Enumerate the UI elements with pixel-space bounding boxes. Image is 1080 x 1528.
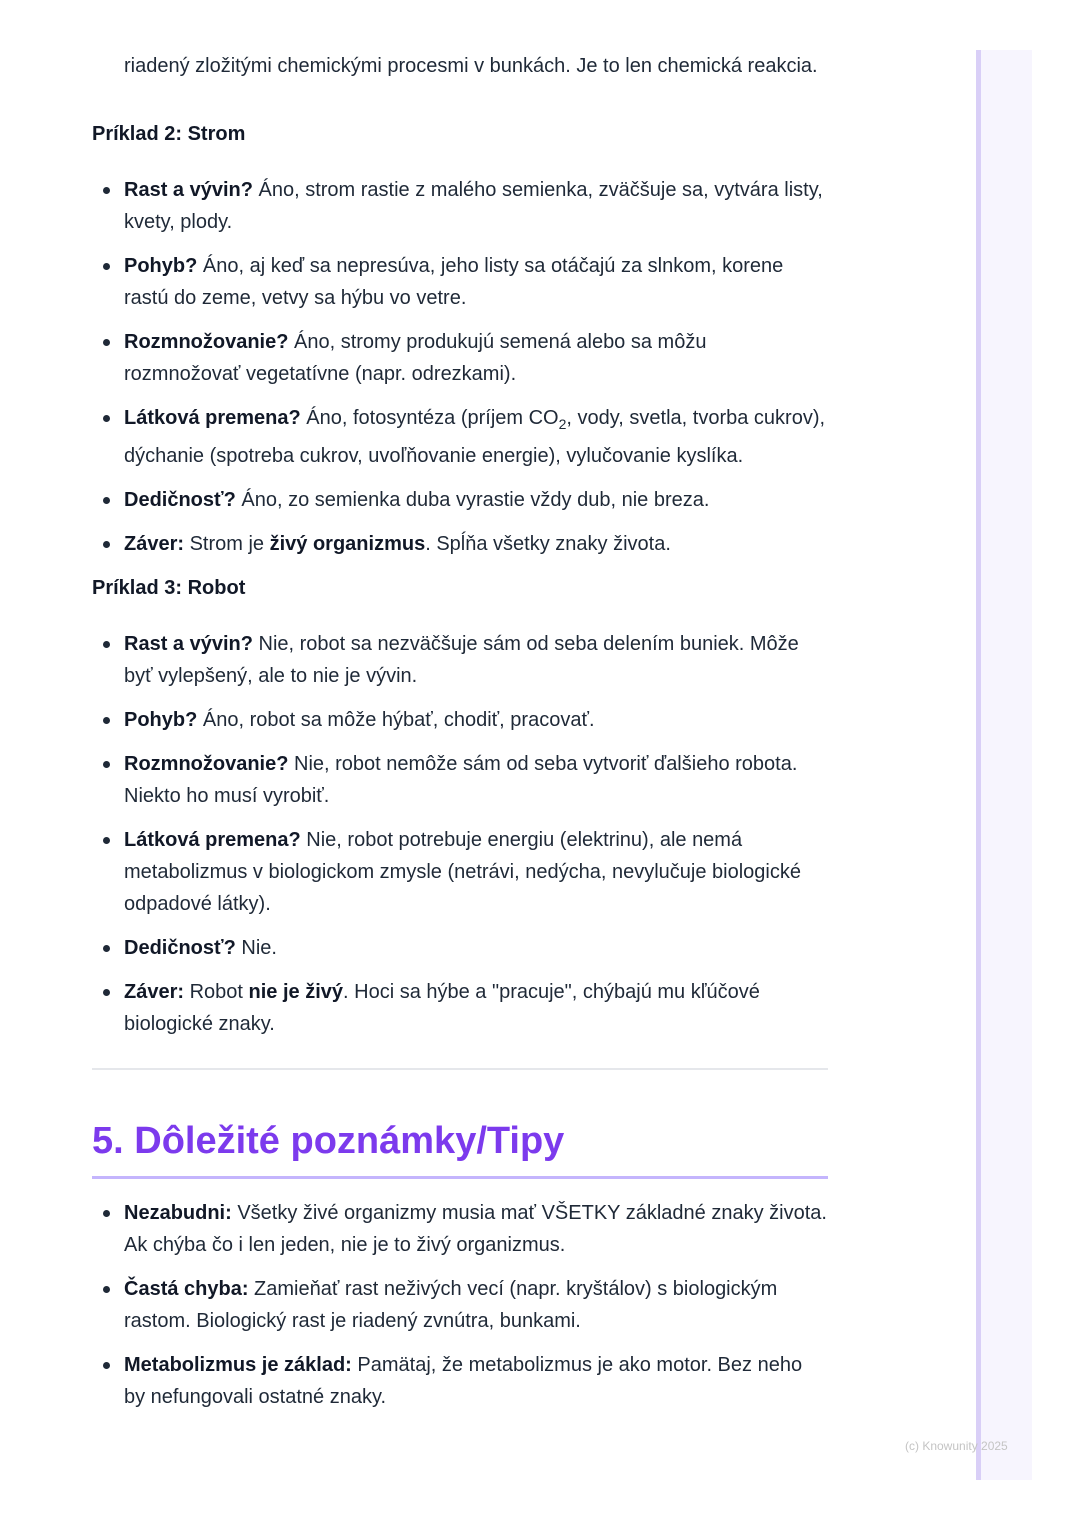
list-item: Pohyb? Áno, aj keď sa nepresúva, jeho listy sa otáčajú za slnkom, korene rastú do zeme, vetvy sa hýbu vo vetre. [92, 250, 828, 314]
example-2-list [92, 174, 828, 560]
list-item: Častá chyba: Zamieňať rast neživých vecí (napr. kryštálov) s biologickým rastom. Biologický rast je riadený zvnútra, bunkami. [92, 1273, 828, 1337]
sidebar-accent-line [976, 50, 981, 1480]
section-5-title: 5. Dôležité poznámky/Tipy [92, 1116, 828, 1179]
list-item: Dedičnosť? Áno, zo semienka duba vyrastie vždy dub, nie breza. [92, 484, 828, 516]
sidebar-panel [976, 50, 1032, 1480]
example-2-heading: Príklad 2: Strom [92, 123, 246, 145]
list-item: Látková premena? Áno, fotosyntéza (príjem $CO_2$, vody, svetla, tvorba cukrov), dýchanie (spotreba cukrov, uvoľňovanie energie), vylučovanie kyslíka. [92, 402, 828, 472]
list-item: Nezabudni: Všetky živé organizmy musia mať VŠETKY základné znaky života. Ak chýba čo i len jeden, nie je to živý organizmus. [92, 1197, 828, 1261]
footer-copyright: (c) Knowunity 2025 [905, 1439, 1008, 1453]
list-item: Rast a vývin? Nie, robot sa nezväčšuje sám od seba delením buniek. Môže byť vylepšený, ale to nie je vývin. [92, 628, 828, 692]
example-3-list [92, 628, 828, 1040]
list-item: Rozmnožovanie? Nie, robot nemôže sám od seba vytvoriť ďalšieho robota. Niekto ho musí vyrobiť. [92, 748, 828, 812]
list-item: Rozmnožovanie? Áno, stromy produkujú semená alebo sa môžu rozmnožovať vegetatívne (napr. odrezkami). [92, 326, 828, 390]
section-5-list [92, 1197, 828, 1413]
list-item: Dedičnosť? Nie. [92, 932, 828, 964]
example-3-heading: Príklad 3: Robot [92, 577, 246, 599]
list-item: Záver: Robot nie je živý. Hoci sa hýbe a "pracuje", chýbajú mu kľúčové biologické znaky. [92, 976, 828, 1040]
section-divider [92, 1068, 828, 1070]
intro-continuation: riadený zložitými chemickými procesmi v bunkách. Je to len chemická reakcia. [124, 55, 818, 77]
list-item: Záver: Strom je živý organizmus. Spĺňa všetky znaky života. [92, 528, 828, 560]
list-item: Pohyb? Áno, robot sa môže hýbať, chodiť, pracovať. [92, 704, 828, 736]
list-item: Látková premena? Nie, robot potrebuje energiu (elektrinu), ale nemá metabolizmus v biologickom zmysle (netrávi, nedýcha, nevylučuje biologické odpadové látky). [92, 824, 828, 920]
content [92, 50, 828, 1425]
list-item: Metabolizmus je základ: Pamätaj, že metabolizmus je ako motor. Bez neho by nefungovali ostatné znaky. [92, 1349, 828, 1413]
list-item: Rast a vývin? Áno, strom rastie z malého semienka, zväčšuje sa, vytvára listy, kvety, plody. [92, 174, 828, 238]
